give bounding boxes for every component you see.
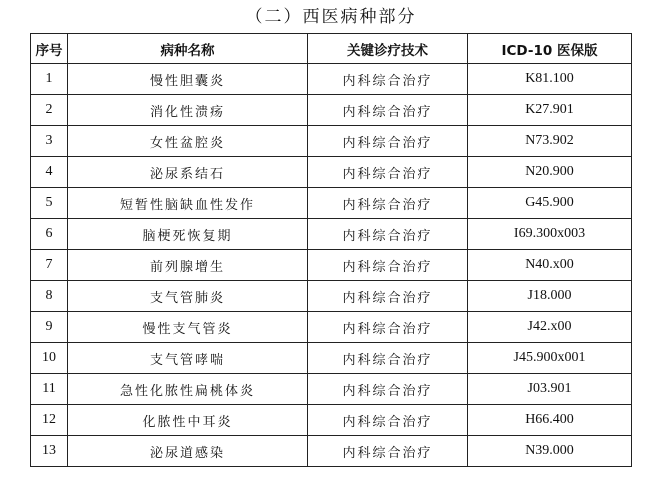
table-row <box>31 436 632 467</box>
row-number-cell: 5 <box>31 188 68 219</box>
disease-name-cell: 急性化脓性扁桃体炎 <box>68 374 308 405</box>
disease-name-cell: 前列腺增生 <box>68 250 308 281</box>
disease-name-cell: 慢性支气管炎 <box>68 312 308 343</box>
treatment-cell: 内科综合治疗 <box>308 95 468 126</box>
table-row <box>31 219 632 250</box>
treatment-cell: 内科综合治疗 <box>308 281 468 312</box>
row-number-cell: 10 <box>31 343 68 374</box>
disease-name-cell: 泌尿系结石 <box>68 157 308 188</box>
table-row <box>31 281 632 312</box>
icd-code-cell: N39.000 <box>468 436 632 467</box>
icd-code-cell: J45.900x001 <box>468 343 632 374</box>
header-disease-name: 病种名称 <box>68 34 308 64</box>
page-title: （二）西医病种部分 <box>245 7 417 27</box>
table-row <box>31 64 632 95</box>
disease-name-cell: 女性盆腔炎 <box>68 126 308 157</box>
treatment-cell: 内科综合治疗 <box>308 312 468 343</box>
icd-code-cell: J03.901 <box>468 374 632 405</box>
row-number-cell: 8 <box>31 281 68 312</box>
row-number-cell: 13 <box>31 436 68 467</box>
row-number-cell: 4 <box>31 157 68 188</box>
disease-table <box>30 33 632 467</box>
treatment-cell: 内科综合治疗 <box>308 219 468 250</box>
treatment-cell: 内科综合治疗 <box>308 126 468 157</box>
icd-code-cell: H66.400 <box>468 405 632 436</box>
treatment-cell: 内科综合治疗 <box>308 343 468 374</box>
icd-code-cell: N73.902 <box>468 126 632 157</box>
treatment-cell: 内科综合治疗 <box>308 188 468 219</box>
disease-name-cell: 慢性胆囊炎 <box>68 64 308 95</box>
table-row <box>31 126 632 157</box>
treatment-cell: 内科综合治疗 <box>308 157 468 188</box>
header-no: 序号 <box>31 34 68 64</box>
icd-code-cell: G45.900 <box>468 188 632 219</box>
table-row <box>31 188 632 219</box>
table-row <box>31 250 632 281</box>
icd-code-cell: N40.x00 <box>468 250 632 281</box>
disease-name-cell: 短暂性脑缺血性发作 <box>68 188 308 219</box>
row-number-cell: 9 <box>31 312 68 343</box>
table-row <box>31 157 632 188</box>
table-row <box>31 312 632 343</box>
table-header-row <box>31 34 632 64</box>
icd-code-cell: K81.100 <box>468 64 632 95</box>
table-row <box>31 374 632 405</box>
table-row <box>31 343 632 374</box>
disease-name-cell: 泌尿道感染 <box>68 436 308 467</box>
row-number-cell: 11 <box>31 374 68 405</box>
row-number-cell: 12 <box>31 405 68 436</box>
row-number-cell: 2 <box>31 95 68 126</box>
treatment-cell: 内科综合治疗 <box>308 374 468 405</box>
disease-name-cell: 支气管哮喘 <box>68 343 308 374</box>
icd-code-cell: J18.000 <box>468 281 632 312</box>
icd-code-cell: J42.x00 <box>468 312 632 343</box>
treatment-cell: 内科综合治疗 <box>308 250 468 281</box>
row-number-cell: 3 <box>31 126 68 157</box>
disease-name-cell: 支气管肺炎 <box>68 281 308 312</box>
header-icd-code: ICD-10 医保版 <box>468 34 632 64</box>
header-treatment: 关键诊疗技术 <box>308 34 468 64</box>
treatment-cell: 内科综合治疗 <box>308 436 468 467</box>
icd-code-cell: N20.900 <box>468 157 632 188</box>
icd-code-cell: I69.300x003 <box>468 219 632 250</box>
table-row <box>31 95 632 126</box>
table-body <box>31 64 632 467</box>
row-number-cell: 7 <box>31 250 68 281</box>
row-number-cell: 1 <box>31 64 68 95</box>
icd-code-cell: K27.901 <box>468 95 632 126</box>
disease-name-cell: 消化性溃疡 <box>68 95 308 126</box>
treatment-cell: 内科综合治疗 <box>308 405 468 436</box>
table-row <box>31 405 632 436</box>
disease-name-cell: 脑梗死恢复期 <box>68 219 308 250</box>
row-number-cell: 6 <box>31 219 68 250</box>
disease-name-cell: 化脓性中耳炎 <box>68 405 308 436</box>
treatment-cell: 内科综合治疗 <box>308 64 468 95</box>
